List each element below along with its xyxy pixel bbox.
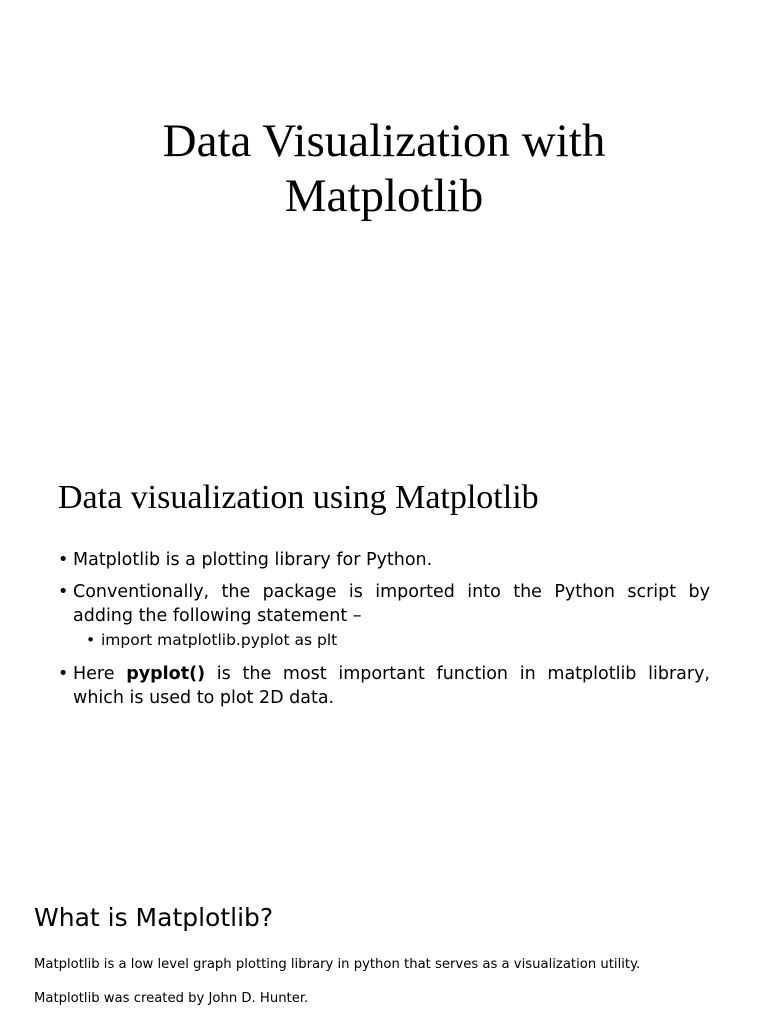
bullet-item-2: • Conventionally, the package is imported into the Python script by adding the following statement – xyxy=(58,580,710,628)
paragraph-1: Matplotlib is a low level graph plotting library in python that serves as a visualization utility. xyxy=(34,957,641,972)
section-heading-data-visualization: Data visualization using Matplotlib xyxy=(58,479,539,516)
bullet-3-prefix: Here xyxy=(73,664,127,684)
slide-title-line-1: Data Visualization with xyxy=(162,115,606,167)
slide-title xyxy=(0,114,768,224)
sub-bullet-item-import: • import matplotlib.pyplot as plt xyxy=(58,630,710,650)
bullet-3-bold-term: pyplot() xyxy=(126,664,206,684)
paragraph-2: Matplotlib was created by John D. Hunter. xyxy=(34,991,309,1006)
section-heading-what-is-matplotlib: What is Matplotlib? xyxy=(34,903,274,932)
slide-title-line-2: Matplotlib xyxy=(284,170,484,222)
bullet-item-3 xyxy=(58,662,710,710)
bullet-list xyxy=(58,548,710,718)
bullet-3-suffix: is the most important function in matplotlib library, which is used to plot 2D data. xyxy=(73,664,710,708)
bullet-item-1: • Matplotlib is a plotting library for Python. xyxy=(58,548,710,572)
